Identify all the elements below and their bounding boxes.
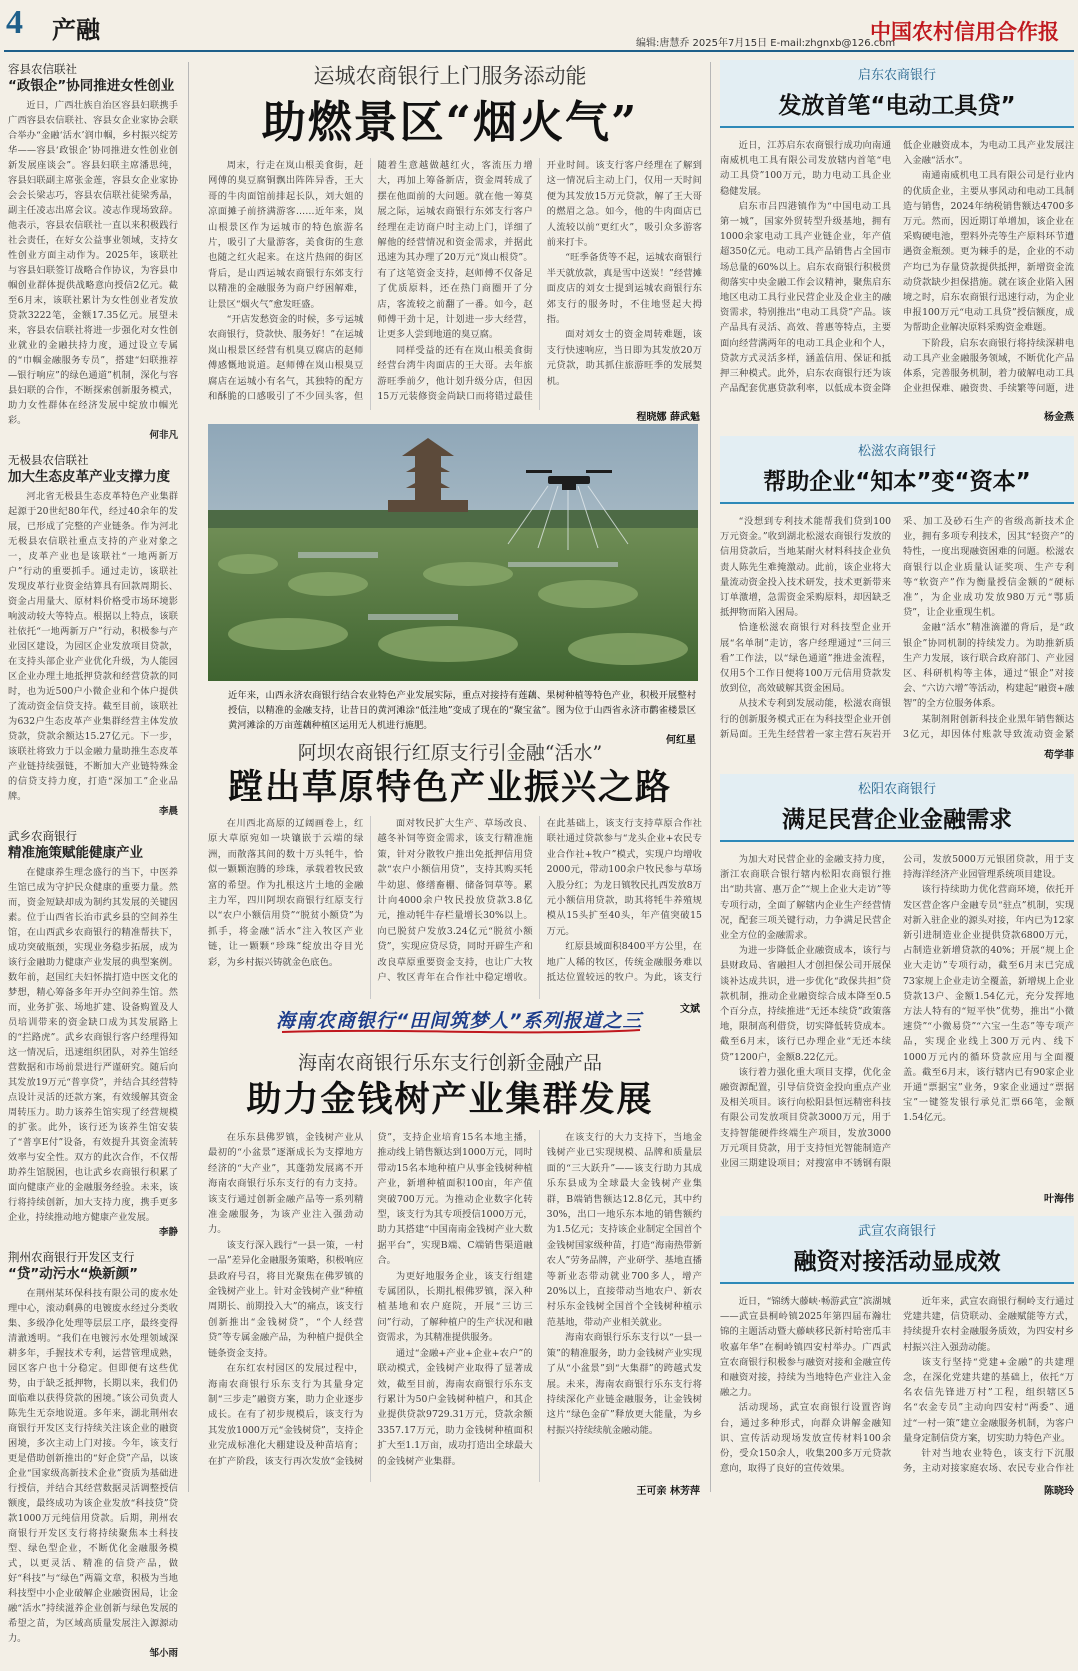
article-byline: 程晓娜 薛武魁 [636, 412, 700, 423]
article-body: 近日，广西壮族自治区容县妇联携手广西容县农信联社、容县女企业家协会联合举办“金融‘活水’润巾帼，乡村振兴绽芳华——容县‘政银企’协同推进女性创业创新发展座谈会”。容县妇联主席潘思纯，容县妇联副主席张金莲，容县女企业家协会会长梁志巧，容县农信联社徒梁秀晶，副主任凌志出席会议。凌志作现场致辞。他表示，容县农信联社一直以来积极践行社会责任，在好女公益事业领域，支持女性创业方面主动作为。2025年，该联社与容县妇联签订战略合作协议，为容县巾帼创业群体提供战略意向授信2亿元。截至6月末，该联社累计为女性创业者发放贷款3222笔，金额17.35亿元。展望未来，容县农信联社将进一步强化对女性创业就业的金融扶持力度，通过设立专属的“巾帼金融服务专员”，搭建“妇联推荐—银行响应”的绿色通道”机制，深化与容县妇联的合作，不断探索创新服务模式，助力女性群体在经济发展中绽放巾帼光彩。 [8, 100, 178, 426]
paragraph: 恰逢松滋农商银行对科技型企业开展“名单制”走访，客户经理通过“三问三看”工作法，以“绿色通道”推进金流程，仅用5个工作日便将100万元信用贷款发放到位，高效破解其资金困局。 [720, 622, 891, 695]
article-source: 启东农商银行 [857, 68, 936, 83]
paragraph: 周末，行走在岚山根美食街，赶网傅的臭豆腐铜飘出阵阵异香，王大哥的牛肉面馆前排起长队，刘大姐的凉面摊子前挤满游客……近年来，岚山根景区作为运城市的特色旅游名片，吸引了大量游客，美食街的生意也随之红火起来。在这片热闹的街区背后，是山西运城农商银行东郊支行以精准的金融服务为商户纾困解难，让景区“烟火气”愈发旺盛。 [208, 160, 364, 310]
article-byline: 苟学菲 [1044, 750, 1074, 761]
paragraph: 近日，江苏启东农商银行成功向南通南威机电工具有限公司发放辖内首笔“电动工具贷”100万元，助力电动工具企业稳健发展。 [720, 140, 891, 197]
left-article-2 [8, 453, 178, 819]
article-headline: 满足民营企业金融需求 [782, 807, 1012, 833]
paragraph: 该支行深入践行“一县一策，一村一品”差异化金融服务策略，积极响应县政府号召，将目光聚焦在佛罗镇的金钱树产业上。针对金钱树产业“种植周期长、前期投入大”的痛点，该支行创新推出“金钱树贷”，“个人经营贷”等专属金融产品，为种植户提供全链条资金支持。 [208, 1239, 364, 1359]
article-body: 在荆州某环保科技有限公司的废水处理中心，滚动剩鼻的电镀废水经过分类收集、多级净化处理等层层工序，最终变得清澈透明。“我们在电镀污水处理领域深耕多年，手握技术专利，运营管理成熟，园区客户也十分稳定。但即便有这些优势，由于缺乏抵押物，长期以来，我们仍面临难以获得贷款的困境。”该公司负责人陈先生无奈地说道。多年来，湖北荆州农商银行开发区支行持续关注该企业的融资困境，多次主动上门对接。今年，该支行更是借助创新推出的“好企贷”产品，以该企业“国家级高新技术企业”资质为基础进行授信，并结合其经营数据灵活调整授信额度，最终成功为该企业发放“科技贷”贷款1000万元纯信用贷款。后期，荆州农商银行开发区支行将持续聚焦本土科技型、绿色型企业，不断优化金融服务模式，以更灵活、精准的信贷产品，做好“科技”与“绿色”两篇文章，积极为当地科技型中小企业破解企业融资困局，让金融“活水”持续滋养企业创新与绿色发展的希望之苗，为区域高质量发展注入源源动力。 [8, 1288, 178, 1644]
article-headline: “贷”动污水“焕新颜” [8, 1266, 138, 1282]
article-headline: 帮助企业“知本”变“资本” [763, 469, 1031, 495]
article-source: 松阳农商银行 [857, 782, 936, 797]
left-article-3 [8, 829, 178, 1240]
headline-rule [720, 502, 1074, 504]
paragraph: 为加大对民营企业的金融支持力度，浙江农商联合银行辖内松阳农商银行推出“助共富、惠万企”“规上企业大走访”等专项行动，全面了解辖内企业生产经营情况，配套三项关键行动，力争满足民营企业全方位的金融需求。 [720, 854, 891, 942]
article-source: 松滋农商银行 [857, 444, 936, 459]
article-headline: 精准施策赋能健康产业 [8, 845, 143, 861]
article-kicker: 运城农商银行上门服务添动能 [313, 64, 587, 88]
article-body [720, 138, 1074, 408]
right-article-3 [720, 774, 1074, 1204]
paragraph: 活动现场，武宣农商银行设置咨询台，通过多种形式，向群众讲解金融知识、宣传活动现场发放宣传材料100余份，受众150余人，收集200多万元贷款意向，取得了良好的宣传效果。 [720, 1402, 891, 1475]
section-title: 产融 [52, 16, 100, 44]
paragraph: 针对当地农业特色，该支行下沉服务，主动对接家庭农场、农民专业合作社 [903, 1448, 1074, 1475]
article-headline: 发放首笔“电动工具贷” [778, 93, 1016, 119]
article-headline: 蹚出草原特色产业振兴之路 [227, 767, 672, 808]
left-news-column [8, 62, 178, 1671]
article-headline: 加大生态皮革产业支撑力度 [8, 469, 170, 485]
article-headline: 助力金钱树产业集群发展 [246, 1079, 654, 1120]
headline-rule [720, 1282, 1074, 1284]
article-byline: 叶海伟 [1044, 1194, 1074, 1205]
article-body [720, 852, 1074, 1190]
paragraph: 在川西北高原的辽阔画卷上，红原大草原宛如一块镶嵌于云端的绿洲，而散落其间的数十万头牦牛，恰似一颗颗泡腾的珍珠，承载着牧民致富的希望。作为扎根这片土地的金融主力军，四川阿坝农商银行红原支行以“农户小额信用贷”“脱贫小额贷”为抓手，将金融“活水”注入牧区产业链，让一颗颗“珍珠”绽放出夺目光彩，为乡村振兴铸就金色底色。 [208, 818, 364, 968]
article-source: 无极县农信联社 [8, 453, 89, 467]
article-author: 何非凡 [149, 430, 178, 441]
article-byline: 文斌 [680, 1004, 700, 1015]
article-body: 在健康养生理念盛行的当下，中医养生馆已成为守护民众健康的重要力量。然而，资金短缺却成为制约其发展的关键因素。位于山西省长治市武乡县的空间养生馆，在山西武乡农商银行的精准帮扶下，成功突破瓶颈，实现业务稳步拓展，成为该行金融助力健康产业发展的典型案例。数年前，赵国红夫妇怀揣打造中医文化的梦想，精心筹备多年开办空间养生馆。然而，业务扩张、场地扩建、设备购置及人员培训带来的资金缺口成为其发展路上的“拦路虎”。武乡农商银行客户经理得知这一情况后，迅速组织团队，对养生馆经营数据和市场前景进行严谨研究。随后向其发放19万元“普享贷”，并结合其经营特点设计灵活的还款方案，有效缓解其资金周转压力。助力该养生馆实现了经营规模的扩张。此外，该行还为该养生馆安装了“普享E付”设备，有效提升其资金流转效率与安全性。双方的此次合作，不仅帮助养生馆脱困，也让武乡农商银行积累了面向健康产业的金融服务经验。未来，该行将持续创新，加大支持力度，携手更多企业，持续推动地方健康产业发展。 [8, 867, 178, 1223]
paragraph: 启东市吕四港镇作为“中国电动工具第一城”，国家外贸转型升级基地，拥有1000余家电动工具产业链企业，年产值超350亿元。电动工具产品销售占全国市场总量的60%以上。启东农商银行积极贯彻落实中央金融工作会议精神，聚焦启东地区电动工具行业民营企业及企业主的融资需求，特别推出“电动工具贷”产品。该产品具有灵活、高效、普惠等特点，主要面向经营满两年的电动工具企业和个人，贷款方式灵活多样，涵盖信用、保证和抵押三种模式。此外，启东农商银行还为该产品配套优惠贷款利率，以低成本资金降低企业融资成本，为电动工具产业发展注入金融“活水”。 [720, 140, 1074, 395]
paragraph: 在东红农村园区的发展过程中，海南农商银行乐东支行为其量身定制“三步走”融资方案，助力企业逐步成长。在有了初步规模后，该支行为其发放1000万元“金钱树贷”，支持企业完成标准化大棚建设及种苗培育；在扩产阶段，该支行再次发放“金钱树贷”，支持企业培育15名本地主播，推动线上销售额达到1000万元，同时带动15名本地种植户从事金钱树种植产业，新增种植面积100亩，年产值突破700万元。为推动企业数字化转型，该支行为其专项授信1000万元，助力其搭建“中国南南金钱树产业大数据平台”，实现B端、C端销售渠道融合。 [208, 1132, 533, 1467]
article-source: 武宣农商银行 [857, 1224, 936, 1239]
paragraph: 南通南威机电工具有限公司是行业内的优质企业，主要从事风动和电动工具制造与销售，2024年纳税销售额达4700多万元。然而，因近期订单增加，该企业在采购硬电池，塑料外壳等生产原料环节遭遇资金瓶颈。更为棘手的是，企业的不动产均已为存量贷款提供抵押，新增资金流动贷款缺少担保措施。就在该企业陷入困境之时，启东农商银行迅速行动，为企业申报100万元“电动工具贷”授信额度，成为帮助企业解决原料采购资金难题。 [903, 170, 1074, 334]
paragraph: 红原县域面积8400平方公里，在地广人稀的牧区，传统金融服务难以抵达位置较远的牧户。为此，该支行 [546, 941, 702, 984]
article-byline: 王可亲 林芳萍 [636, 1486, 700, 1497]
right-article-4 [720, 1216, 1074, 1497]
left-article-4 [8, 1250, 178, 1661]
newspaper-name: 中国农村信用合作报 [870, 20, 1059, 44]
article-headline: “政银企”协同推进女性创业 [8, 78, 175, 94]
article-headline: 助燃景区“烟火气” [261, 97, 639, 148]
paragraph: 面对刘女士的资金周转难题，该支行快速响应，当日即为其发放20万元贷款，助其抓住旅游旺季的发展契机。 [546, 329, 702, 387]
header-rule [4, 50, 1074, 52]
article-byline: 杨金燕 [1044, 412, 1074, 423]
photo-illustration [208, 424, 698, 681]
paragraph: 为进一步降低企业融资成本，该行与县财政局、省融担人才创担保公司开展保谈补达成共识，进一步优化“政保共担”贷款机制，推动企业融资综合成本降至0.5个百分点，持续推进“无还本续贷”政策落地，限制高利借贷，切实降低转贷成本。截至6月末，该行已办理企业“无还本续贷”1200户，金额8.22亿元。 [720, 945, 891, 1063]
paragraph: 近年来，武宣农商银行桐岭支行通过党建共建，信贷联动、金融赋能等方式，持续提升农村金融服务质效，为四安村乡村振兴注入强劲动能。 [903, 1296, 1074, 1353]
banner-underline [276, 1006, 646, 1036]
paragraph: 某制剂附创新科技企业黑年销售额达3亿元，却因体付账款导致流动资金紧 [903, 713, 1074, 740]
article-body [720, 514, 1074, 746]
article-source: 容县农信联社 [8, 62, 77, 76]
left-article-1 [8, 62, 178, 443]
lotus-field-drone-photo [208, 424, 698, 681]
banner-text: 海南农商银行“田间筑梦人”系列报道之三 [276, 1010, 643, 1032]
article-kicker: 阿坝农商银行红原支行引金融“活水” [297, 742, 603, 764]
caption-text: 近年来，山西永济农商银行结合农业特色产业发展实际，重点对接持有莲藕、果树种植等特色产业，积极开展整村授信，以精准的金融支持，让昔日的黄河滩涂“低洼地”变成了现在的“聚宝盆”。图为位于山西省永济市鹳雀楼景区黄河滩涂的万亩莲藕种植区运用无人机进行施肥。 [228, 690, 696, 731]
right-article-2 [720, 436, 1074, 761]
paragraph: 为更好地服务企业，该支行组建专属团队，长期扎根佛罗镇，深入种植基地和农户庭院，开展“三访三问”行动，了解种植户的生产状况和融资需求，为其精准提供服务。 [377, 1270, 533, 1344]
column-divider [188, 62, 189, 1492]
paragraph: 通过“金融+产业+企业+农户”的联动模式，金钱树产业取得了显著成效，截至目前，海南农商银行乐东支行累计为50户金钱树种植户，和其企业提供贷款9729.31万元，贷款余额3357.17万元，助力金钱树种植面积扩大至1.1万亩，成功打造出全球最大的金钱树产业集群。 [377, 1347, 533, 1467]
article-body [208, 158, 702, 410]
headline-rule [720, 126, 1074, 128]
paragraph: 近日，“锦绣大藤峡·畅游武宣”滨湖城——武宣县桐岭镇2025年第四届布瀚壮锦的主题活动暨大藤峡移民新村哈密瓜丰收嘉年华”在桐岭镇四安村举办。广西武宣农商银行积极参与融资对接和金融宣传和融资对接，持续为当地特色产业注入金融之力。 [720, 1296, 891, 1399]
article-body [720, 1294, 1074, 1482]
article-author: 李静 [158, 1227, 178, 1238]
editor-line: 编辑:唐慧乔 2025年7月15日 E-mail:zhgnxb@126.com [636, 38, 896, 49]
column-divider [710, 62, 711, 1492]
article-kicker: 海南农商银行乐东支行创新金融产品 [297, 1052, 602, 1074]
article-source: 荆州农商银行开发区支行 [8, 1250, 135, 1264]
article-headline: 融资对接活动显成效 [793, 1249, 1001, 1275]
article-author: 邹小雨 [149, 1648, 178, 1659]
paragraph: 同样受益的还有在岚山根美食街经营台湾牛肉面店的王大哥。去年旅游旺季前夕，他计划升级分店，但因15万元装修资金尚缺口而将错过最佳开业时间。该支行客户经理在了解到这一情况后主动上门，仅用一天时间便为其发放15万元贷款，解了王大哥的燃眉之急。如今，他的牛肉面店已人流较以前“更红火”，吸引众多游客前来打卡。 [377, 160, 702, 403]
series-banner [276, 1006, 646, 1036]
article-source: 武乡农商银行 [8, 829, 77, 843]
paragraph: “开店发愁资金的时候，多亏运城农商银行，贷款快、服务好！”在运城岚山根景区经营有机臭豆腐店的赵师傅感慨地说道。赵师傅在岚山根臭豆腐店在运城小有名气，其独特的配方和酥脆的口感吸引了不少回头客，但随着生意越做越红火，客流压力增大，再加上筹备新店，资金周转成了摆在他面前的大问题。就在他一筹莫展之际，运城农商银行东郊支行客户经理在走访商户时主动上门，详细了解他的经营情况和资金需求，并据此迅速为其办理了20万元“岚山根贷”。有了这笔资金支持，赵师傅不仅备足了优质原料，还在热门商圈开了分店，客流较之前翻了一番。如今，赵师傅干劲十足，计划进一步大经营，让更多人尝到地道的臭豆腐。 [208, 160, 533, 403]
headline-rule [720, 840, 1074, 842]
photo-credit: 何红星 [666, 735, 696, 746]
paragraph: 金融“活水”精准滴灌的背后，是“政银企”协同机制的持续发力。为助推新质生产力发展，该行联合政府部门、产业园区、科研机构等主体，通过“银企”对接会、“六访六增”等活动，构建起“融资+融智”的全方位服务体系。 [903, 622, 1074, 710]
paragraph: 该行着力强化重大项目支撑，优化金融资源配置，引导信贷资金投向重点产业及相关项目。该行向松阳县恒远精密科技有限公司发放项目贷款3000万元，用于支持智能硬件终端生产项目，发放3000万元项目贷款，用于支持恒光智能制造产业园三期建设项目；对搜富申不锈钢有限公司，发放5000万元银团贷款，用于支持海洋经济产业园管理系统项目建设。 [720, 854, 1074, 1170]
right-article-1 [720, 60, 1074, 423]
paragraph: 该支行坚持“党建+金融”的共建理念，在深化党建共建的基础上，依托“万名农信先锋进万村”工程，组织辖区5名“农金专员”主动向四安村“两委”、通过“一村一策”建立金融服务机制，为客户量身定制信贷方案，切实助力特色产业。 [903, 1356, 1074, 1444]
article-body [208, 1130, 702, 1482]
paragraph: 下阶段，启东农商银行将持续深耕电动工具产业金融服务领域，不断优化产品体系，完善服务机制，着力破解电动工具企业担保难、融资贵、手续繁等问题，进 [903, 337, 1074, 395]
paragraph: 该行持续助力优化营商环境，依托开发区营企客户金融专员“驻点”机制，实现对新入驻企业的源头对接，年内已为12家新引进制造业企业提供贷款6800万元，占制造业新增贷款的40%；开展“规上企业大走访”专项行动，截至6月末已完成73家规上企业走访全覆盖，新增规上企业贷款13户、金额1.54亿元，充分发挥地方法人特有的“短平快”优势，推出“小微速贷”“小微易贷”“六宝一生态”等专项产品，实现企业线上300万元内、线下1000万元内的循环贷款应用与全面覆盖。截至6月末，该行辖内已有90家企业开通“票据宝”业务，9家企业通过“票据宝”一键签发银行承兑汇票66笔，金额1.54亿元。 [903, 884, 1074, 1124]
article-body [208, 816, 702, 999]
paragraph: 在该支行的大力支持下，当地金钱树产业已实现规模、品牌和质量层面的“三大跃升”——该支行助力其成乐东县成为全球最大金钱树产业集群，B端销售额达12.8亿元，其中约30%，出口一地乐东本地的销售额约为1.5亿元；支持该企业制定全国首个金钱树国家级种苗，打造“海南热带新农人”劳务品牌，产业研学、基地直播等新业态带动就业700多人，增产20%以上，直接带动当地农户、新农村乐东金钱树全国首个全钱树种植示范基地，带动产业相关就业。 [546, 1132, 702, 1328]
paragraph: 海南农商银行乐东支行以“一县一策”的精准服务，助力金钱树产业实现了从“小盆景”到“大集群”的跨越式发展。未来，海南农商银行乐东支行将持续深化产业链金融服务，让金钱树这片“绿色金矿”释放更大能量，为乡村振兴持续续航金融动能。 [546, 1332, 702, 1436]
article-byline: 陈晓玲 [1044, 1486, 1074, 1497]
paragraph: 从技术专利到发展动能，松滋农商银行的创新服务模式正在为科技型企业开创新局面。王先生经营着一家主营石灰岩开采、加工及砂石生产的省级高新技术企业，拥有多项专利技术，因其“轻资产”的特性，一度出现融资困难的问题。松滋农商银行以企业质量认证奖项、生产专利等“软资产”作为衡量授信金额的“硬标准”，为企业成功发放980万元“鄂质贷”，让企业重现生机。 [720, 516, 1074, 740]
page-number: 4 [6, 4, 23, 41]
paragraph: 面对牧民扩大生产、草场改良、越冬补饲等资金需求，该支行精准施策，针对分散牧户推出免抵押信用贷款“农户小额信用贷”，支持其购买牦牛幼崽、修缮畜棚、储备饲草等。累计向4000余户牧民投放贷款3.8亿元，推动牦牛存栏量增长30%以上。向已脱贫户发放3.24亿元“脱贫小额贷”，实现应贷尽贷，同时开辟生产和改良草原重要资金支持，也让广大牧户、牧区青年在合作社中稳定增收。在此基础上，该支行支持草原合作社联社通过贷款参与“龙头企业+农民专业合作社+牧户”模式，实现户均增收2000元，带动100余户牧民参与草场入股分红；为龙日镇牧民扎西发放8万元小额信用贷款，助其将牦牛养殖规模从15头扩至40头，年产值突破15万元。 [377, 818, 702, 984]
paragraph: 在乐东县佛罗镇，金钱树产业从最初的“小盆景”逐渐成长为支撑地方经济的“大产业”，其蓬勃发展离不开海南农商银行乐东支行的有力支持。该支行通过创新金融产品等一系列精准金融服务，为该产业注入强劲动力。 [208, 1132, 364, 1236]
paragraph: “没想到专利技术能帮我们贷到100万元资金。”收到湖北松滋农商银行发放的信用贷款后，当地某耐火材料科技企业负责人陈先生难掩激动。此前，该企业将大量流动资金投入技术研发，技术更新带来订单激增，急需资金采购原料，却因缺乏抵押物而陷入困局。 [720, 516, 891, 619]
article-body: 河北省无极县生态皮革特色产业集群起源于20世纪80年代，经过40余年的发展，已形成了完整的产业链条。作为河北无极县农信联社重点支持的产业对象之一，皮革产业也是该联社“一地两新万户”行动的重要抓手。通过走访，该联社发现皮革行业资金结算具有回款周期长、资金占用量大、原材料价格受市场环境影响波动较大等特点。根据以上特点，该联社依托“一地两新万户”行动，积极参与产业园区建设，为园区企业发放项目贷款，在支持头部企业产业优化升级，为人能园区企业办理土地抵押贷款和经营贷款的同时，也为近500户小微企业和个体户提供了流动资金信贷支持。截至目前，该联社为632户生态皮革产业集群经营主体发放贷款，贷款余额达15.27亿元。下一步，该联社将致力于以金融力量助推生态皮革产业链持续强链，不断加大产业链特殊金的信贷支持力度，打造“深加工”企业品牌。 [8, 491, 178, 802]
paragraph: “旺季备货等不起，运城农商银行半天就放款，真是雪中送炭！”经营摊面皮店的刘女士提到运城农商银行东郊支行的服务时，不住地竖起大拇指。 [546, 252, 702, 326]
article-author: 李晨 [158, 806, 178, 817]
